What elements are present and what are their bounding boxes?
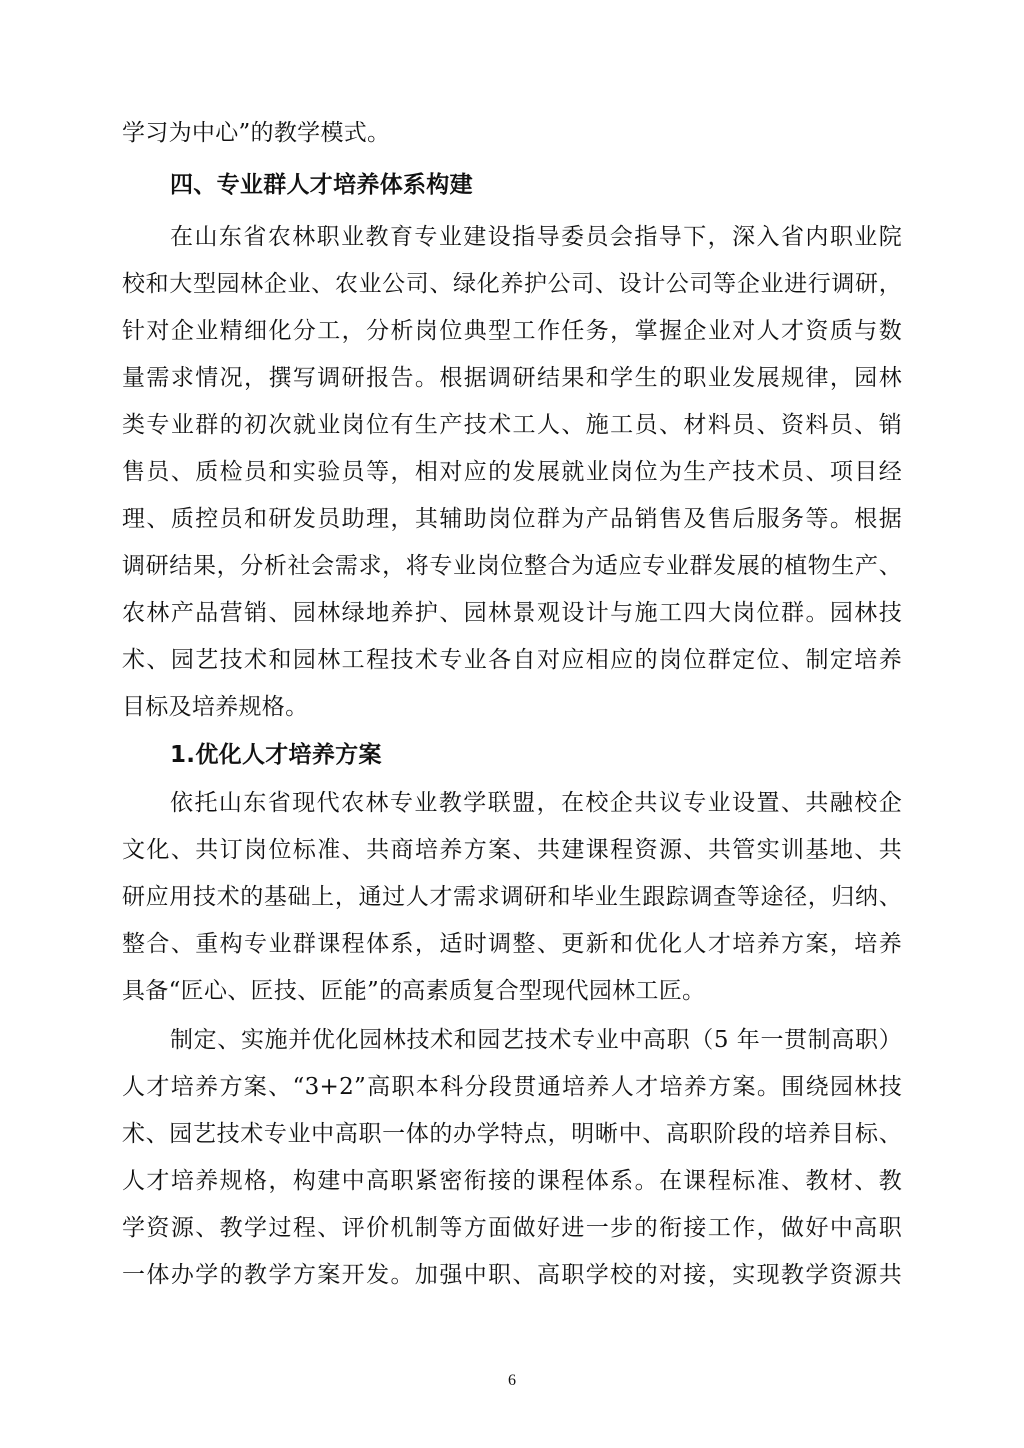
text-line: 针对企业精细化分工，分析岗位典型工作任务，掌握企业对人才资质与数 [122, 318, 902, 344]
text-line: 文化、共订岗位标准、共商培养方案、共建课程资源、共管实训基地、共 [122, 837, 902, 863]
section-heading: 四、专业群人才培养体系构建 [170, 172, 473, 198]
text-line: 具备“匠心、匠技、匠能”的高素质复合型现代园林工匠。 [122, 978, 706, 1004]
text-line: 售员、质检员和实验员等，相对应的发展就业岗位为生产技术员、项目经 [122, 459, 902, 485]
text-line: 研应用技术的基础上，通过人才需求调研和毕业生跟踪调查等途径，归纳、 [122, 884, 902, 910]
text-line: 一体办学的教学方案开发。加强中职、高职学校的对接，实现教学资源共 [122, 1262, 902, 1288]
text-line: 学资源、教学过程、评价机制等方面做好进一步的衔接工作，做好中高职 [122, 1215, 902, 1241]
page-number: 6 [508, 1372, 516, 1389]
text-line: 校和大型园林企业、农业公司、绿化养护公司、设计公司等企业进行调研， [122, 271, 902, 297]
text-line: 学习为中心”的教学模式。 [122, 120, 391, 146]
text-line: 农林产品营销、园林绿地养护、园林景观设计与施工四大岗位群。园林技 [122, 600, 902, 626]
subsection-heading: 1.优化人才培养方案 [170, 742, 382, 768]
text-line: 调研结果，分析社会需求，将专业岗位整合为适应专业群发展的植物生产、 [122, 553, 902, 579]
text-line: 理、质控员和研发员助理，其辅助岗位群为产品销售及售后服务等。根据 [122, 506, 902, 532]
text-line: 人才培养方案、“3+2”高职本科分段贯通培养人才培养方案。围绕园林技 [122, 1074, 902, 1100]
text-line: 整合、重构专业群课程体系，适时调整、更新和优化人才培养方案，培养 [122, 931, 902, 957]
text-line: 类专业群的初次就业岗位有生产技术工人、施工员、材料员、资料员、销 [122, 412, 902, 438]
text-line: 术、园艺技术和园林工程技术专业各自对应相应的岗位群定位、制定培养 [122, 647, 902, 673]
text-line: 量需求情况，撰写调研报告。根据调研结果和学生的职业发展规律，园林 [122, 365, 902, 391]
text-line: 目标及培养规格。 [122, 694, 309, 720]
text-line: 人才培养规格，构建中高职紧密衔接的课程体系。在课程标准、教材、教 [122, 1168, 902, 1194]
text-line: 在山东省农林职业教育专业建设指导委员会指导下，深入省内职业院 [170, 224, 902, 250]
text-line: 依托山东省现代农林专业教学联盟，在校企共议专业设置、共融校企 [170, 790, 902, 816]
text-line: 制定、实施并优化园林技术和园艺技术专业中高职（5 年一贯制高职） [170, 1027, 902, 1053]
text-line: 术、园艺技术专业中高职一体的办学特点，明晰中、高职阶段的培养目标、 [122, 1121, 902, 1147]
